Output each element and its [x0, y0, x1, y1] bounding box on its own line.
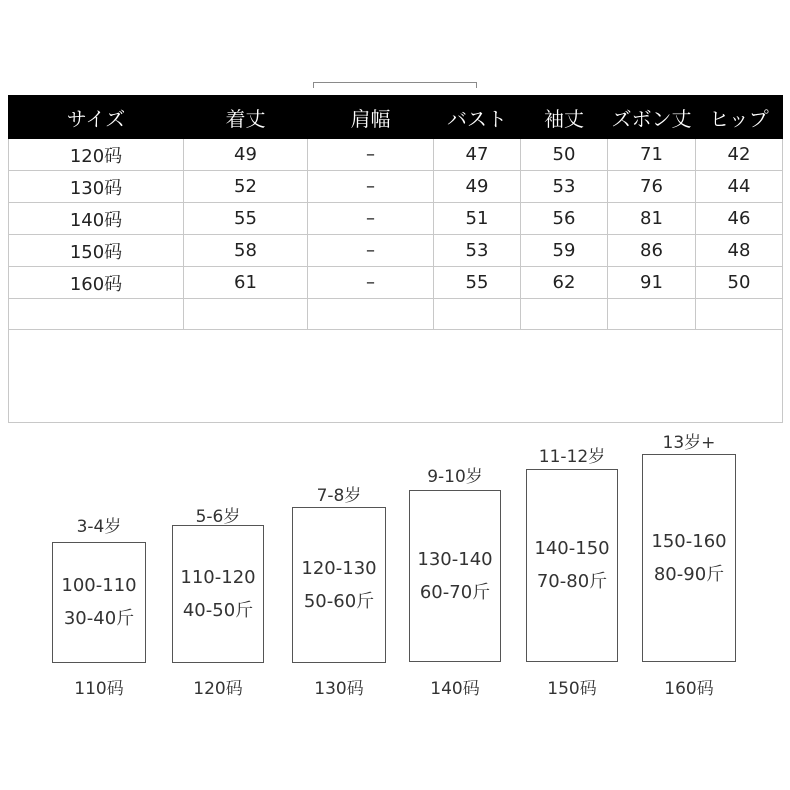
cell-hip: 42	[696, 139, 783, 171]
group-height-range: 120-130	[301, 557, 377, 579]
empty-cell	[184, 299, 308, 330]
size-group	[409, 462, 501, 700]
group-box	[526, 469, 618, 662]
size-table	[8, 95, 783, 423]
cell-bust: 49	[434, 171, 521, 203]
table-row	[9, 203, 783, 235]
empty-cell	[434, 299, 521, 330]
group-size-label: 120码	[193, 679, 243, 699]
cell-length: 49	[184, 139, 308, 171]
empty-cell	[696, 299, 783, 330]
table-row	[9, 235, 783, 267]
empty-cell	[308, 299, 434, 330]
group-age-label: 11-12岁	[538, 447, 606, 467]
cell-bust: 53	[434, 235, 521, 267]
cell-length: 52	[184, 171, 308, 203]
group-age-label: 3-4岁	[76, 517, 122, 537]
cell-length: 58	[184, 235, 308, 267]
cell-hip: 44	[696, 171, 783, 203]
cell-length: 55	[184, 203, 308, 235]
empty-cell	[608, 299, 696, 330]
cell-hip: 46	[696, 203, 783, 235]
table-row	[9, 171, 783, 203]
empty-notes-cell	[9, 330, 783, 423]
table-header-row	[9, 96, 783, 139]
group-box	[172, 525, 264, 663]
cell-hip: 50	[696, 267, 783, 299]
cell-size: 150码	[9, 235, 184, 267]
group-height-range: 150-160	[651, 530, 727, 552]
cell-shoulder: –	[308, 139, 434, 171]
group-weight-range: 50-60斤	[303, 590, 375, 612]
cell-sleeve: 56	[521, 203, 608, 235]
cell-bust: 55	[434, 267, 521, 299]
group-age-label: 9-10岁	[427, 467, 483, 487]
group-size-label: 150码	[547, 679, 597, 699]
group-age-label: 7-8岁	[316, 486, 362, 506]
group-weight-range: 80-90斤	[653, 563, 725, 585]
size-group	[172, 502, 264, 700]
empty-cell	[9, 299, 184, 330]
group-size-label: 130码	[314, 679, 364, 699]
cell-size: 160码	[9, 267, 184, 299]
cell-shoulder: –	[308, 203, 434, 235]
group-box	[292, 507, 386, 663]
cell-sleeve: 62	[521, 267, 608, 299]
cell-sleeve: 59	[521, 235, 608, 267]
table-row	[9, 139, 783, 171]
header-length: 着丈	[184, 96, 308, 139]
cell-hip: 48	[696, 235, 783, 267]
group-height-range: 130-140	[417, 548, 493, 570]
group-box	[642, 454, 736, 662]
cell-size: 130码	[9, 171, 184, 203]
cell-length: 61	[184, 267, 308, 299]
cell-sleeve: 50	[521, 139, 608, 171]
header-hip: ヒップ	[696, 96, 783, 139]
group-weight-range: 70-80斤	[536, 571, 608, 592]
group-age-label: 13岁+	[662, 433, 716, 453]
group-weight-range: 60-70斤	[419, 581, 491, 603]
group-height-range: 110-120	[180, 566, 256, 588]
size-group	[292, 481, 386, 700]
empty-cell	[521, 299, 608, 330]
header-pants-length: ズボン丈	[608, 96, 696, 139]
group-size-label: 160码	[664, 679, 714, 699]
header-size: サイズ	[9, 96, 184, 139]
cell-bust: 51	[434, 203, 521, 235]
cell-pants-length: 71	[608, 139, 696, 171]
header-bust: バスト	[434, 96, 521, 139]
group-height-range: 140-150	[534, 538, 610, 559]
size-group	[642, 428, 736, 700]
cell-shoulder: –	[308, 171, 434, 203]
size-group	[52, 512, 146, 700]
cell-pants-length: 81	[608, 203, 696, 235]
cell-size: 140码	[9, 203, 184, 235]
cell-bust: 47	[434, 139, 521, 171]
cell-pants-length: 86	[608, 235, 696, 267]
group-weight-range: 30-40斤	[63, 608, 135, 629]
group-box	[52, 542, 146, 663]
group-size-label: 140码	[430, 679, 480, 699]
top-rule	[313, 82, 477, 88]
cell-sleeve: 53	[521, 171, 608, 203]
cell-shoulder: –	[308, 235, 434, 267]
header-sleeve: 袖丈	[521, 96, 608, 139]
group-age-label: 5-6岁	[195, 507, 241, 527]
table-row	[9, 267, 783, 299]
empty-table-row	[9, 299, 783, 330]
group-height-range: 100-110	[61, 575, 137, 596]
header-shoulder: 肩幅	[308, 96, 434, 139]
cell-shoulder: –	[308, 267, 434, 299]
cell-size: 120码	[9, 139, 184, 171]
size-group	[526, 442, 618, 700]
cell-pants-length: 91	[608, 267, 696, 299]
cell-pants-length: 76	[608, 171, 696, 203]
group-size-label: 110码	[74, 679, 124, 699]
group-weight-range: 40-50斤	[182, 599, 254, 621]
empty-notes-row	[9, 330, 783, 423]
group-box	[409, 490, 501, 662]
